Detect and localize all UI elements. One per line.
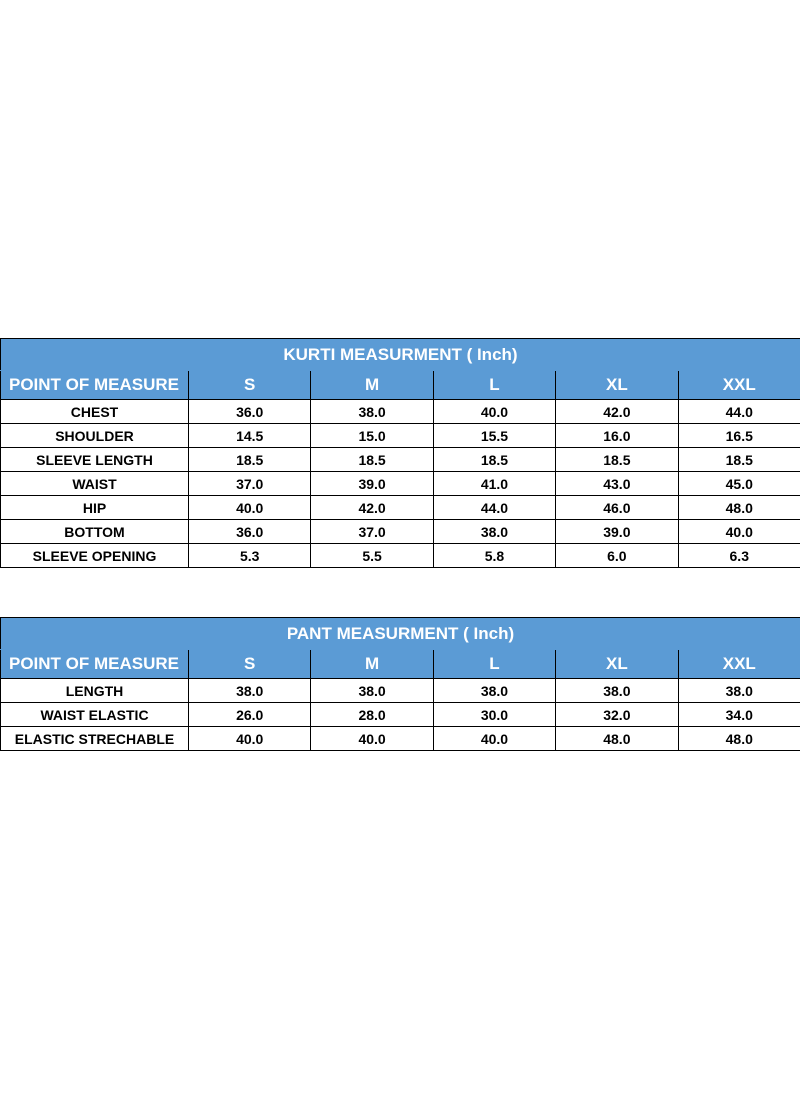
measure-value-cell: 38.0 [311, 679, 433, 703]
measure-value-cell: 28.0 [311, 703, 433, 727]
measure-value-cell: 43.0 [556, 472, 678, 496]
measure-value-cell: 40.0 [311, 727, 433, 751]
measure-value-cell: 42.0 [311, 496, 433, 520]
measure-name-cell: ELASTIC STRECHABLE [1, 727, 189, 751]
kurti-title-row [1, 339, 800, 371]
measure-name-cell: SHOULDER [1, 424, 189, 448]
measure-name-cell: WAIST ELASTIC [1, 703, 189, 727]
pant-title-row [1, 618, 800, 650]
kurti-table-title: KURTI MEASURMENT ( Inch) [1, 339, 800, 371]
measure-value-cell: 38.0 [433, 520, 555, 544]
table-row [1, 727, 800, 751]
measure-value-cell: 18.5 [189, 448, 311, 472]
measure-value-cell: 5.5 [311, 544, 433, 568]
kurti-header-row [1, 371, 800, 400]
measure-value-cell: 14.5 [189, 424, 311, 448]
measure-value-cell: 45.0 [678, 472, 800, 496]
measure-value-cell: 37.0 [189, 472, 311, 496]
table-row [1, 679, 800, 703]
column-header-size: M [311, 650, 433, 679]
measure-value-cell: 39.0 [556, 520, 678, 544]
column-header-size: XL [556, 371, 678, 400]
measure-value-cell: 5.8 [433, 544, 555, 568]
measure-value-cell: 44.0 [433, 496, 555, 520]
kurti-measurement-table [0, 338, 800, 568]
measure-value-cell: 26.0 [189, 703, 311, 727]
measure-value-cell: 48.0 [678, 727, 800, 751]
measure-value-cell: 38.0 [556, 679, 678, 703]
measure-value-cell: 44.0 [678, 400, 800, 424]
measure-value-cell: 48.0 [556, 727, 678, 751]
table-row [1, 448, 800, 472]
measure-value-cell: 18.5 [433, 448, 555, 472]
column-header-size: L [433, 371, 555, 400]
measure-name-cell: LENGTH [1, 679, 189, 703]
pant-header-row [1, 650, 800, 679]
measure-value-cell: 37.0 [311, 520, 433, 544]
measure-name-cell: SLEEVE OPENING [1, 544, 189, 568]
column-header-size: XXL [678, 371, 800, 400]
table-row [1, 496, 800, 520]
table-row [1, 424, 800, 448]
measure-value-cell: 48.0 [678, 496, 800, 520]
measure-value-cell: 38.0 [678, 679, 800, 703]
measure-value-cell: 36.0 [189, 520, 311, 544]
table-row [1, 472, 800, 496]
column-header-size: XXL [678, 650, 800, 679]
column-header-size: XL [556, 650, 678, 679]
measure-value-cell: 38.0 [311, 400, 433, 424]
measure-value-cell: 38.0 [433, 679, 555, 703]
measure-value-cell: 36.0 [189, 400, 311, 424]
measure-name-cell: HIP [1, 496, 189, 520]
measure-value-cell: 6.3 [678, 544, 800, 568]
column-header-point-of-measure: POINT OF MEASURE [1, 371, 189, 400]
measure-value-cell: 18.5 [311, 448, 433, 472]
pant-measurement-table [0, 617, 800, 751]
table-row [1, 400, 800, 424]
measure-value-cell: 46.0 [556, 496, 678, 520]
table-row [1, 544, 800, 568]
measure-name-cell: CHEST [1, 400, 189, 424]
measure-value-cell: 18.5 [678, 448, 800, 472]
measure-value-cell: 15.0 [311, 424, 433, 448]
measure-value-cell: 42.0 [556, 400, 678, 424]
measure-value-cell: 40.0 [433, 727, 555, 751]
pant-table-title: PANT MEASURMENT ( Inch) [1, 618, 800, 650]
measure-value-cell: 40.0 [678, 520, 800, 544]
column-header-size: L [433, 650, 555, 679]
measure-value-cell: 34.0 [678, 703, 800, 727]
column-header-size: S [189, 650, 311, 679]
measure-value-cell: 40.0 [189, 496, 311, 520]
table-row [1, 703, 800, 727]
measure-value-cell: 16.5 [678, 424, 800, 448]
measure-value-cell: 32.0 [556, 703, 678, 727]
measure-value-cell: 16.0 [556, 424, 678, 448]
measure-value-cell: 38.0 [189, 679, 311, 703]
measure-value-cell: 39.0 [311, 472, 433, 496]
measure-value-cell: 18.5 [556, 448, 678, 472]
measure-name-cell: SLEEVE LENGTH [1, 448, 189, 472]
measure-value-cell: 15.5 [433, 424, 555, 448]
measure-value-cell: 6.0 [556, 544, 678, 568]
measure-name-cell: WAIST [1, 472, 189, 496]
measure-value-cell: 40.0 [189, 727, 311, 751]
measure-value-cell: 30.0 [433, 703, 555, 727]
column-header-size: S [189, 371, 311, 400]
column-header-size: M [311, 371, 433, 400]
column-header-point-of-measure: POINT OF MEASURE [1, 650, 189, 679]
measure-value-cell: 5.3 [189, 544, 311, 568]
measure-value-cell: 40.0 [433, 400, 555, 424]
table-row [1, 520, 800, 544]
measure-value-cell: 41.0 [433, 472, 555, 496]
measure-name-cell: BOTTOM [1, 520, 189, 544]
